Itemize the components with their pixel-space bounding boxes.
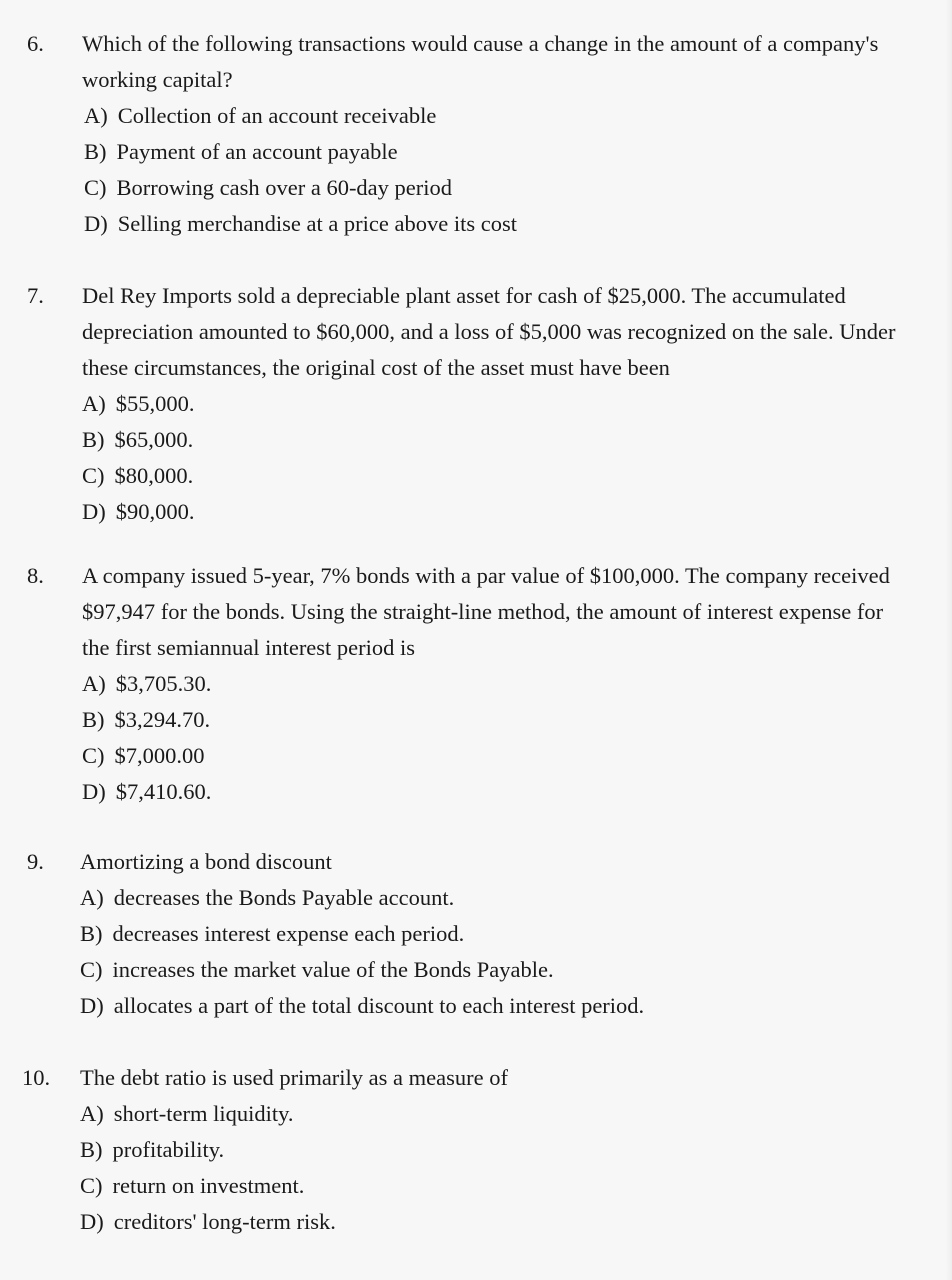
option-letter: C) [80, 1173, 103, 1198]
option-b[interactable] [82, 422, 195, 458]
question-number: 8. [27, 563, 44, 588]
question-text [80, 1060, 952, 1096]
option-b[interactable] [80, 916, 644, 952]
option-text: Borrowing cash over a 60-day period [116, 175, 453, 200]
option-letter: D) [80, 1209, 104, 1234]
answer-options [82, 666, 211, 810]
answer-options [84, 98, 517, 242]
option-a[interactable] [84, 98, 517, 134]
option-d[interactable] [80, 1204, 336, 1240]
option-text: $3,705.30. [115, 671, 212, 696]
option-letter: D) [82, 499, 106, 524]
option-letter: B) [80, 921, 103, 946]
option-letter: C) [84, 175, 107, 200]
option-b[interactable] [82, 702, 211, 738]
option-text: $3,294.70. [114, 707, 211, 732]
question-text-line: working capital? [82, 67, 233, 92]
option-letter: B) [82, 707, 105, 732]
option-letter: A) [82, 391, 106, 416]
option-letter: A) [80, 1101, 104, 1126]
option-text: allocates a part of the total discount to each interest period. [113, 993, 645, 1018]
question-text [82, 26, 952, 98]
option-letter: C) [82, 463, 105, 488]
question-text [80, 844, 952, 880]
option-text: return on investment. [112, 1173, 305, 1198]
question-text-line: $97,947 for the bonds. Using the straight-line method, the amount of interest expense for [82, 599, 884, 624]
option-text: $65,000. [114, 427, 194, 452]
option-letter: B) [82, 427, 105, 452]
question-text-line: these circumstances, the original cost of the asset must have been [82, 355, 670, 380]
question-number: 6. [27, 31, 44, 56]
option-b[interactable] [84, 134, 517, 170]
option-c[interactable] [82, 738, 211, 774]
question-text [82, 558, 952, 666]
option-text: increases the market value of the Bonds Payable. [112, 957, 554, 982]
question-text-line: A company issued 5-year, 7% bonds with a par value of $100,000. The company received [82, 563, 890, 588]
option-b[interactable] [80, 1132, 336, 1168]
question-text-line: Del Rey Imports sold a depreciable plant asset for cash of $25,000. The accumulated [82, 283, 846, 308]
option-letter: D) [82, 779, 106, 804]
question-text-line: depreciation amounted to $60,000, and a loss of $5,000 was recognized on the sale. Under [82, 319, 896, 344]
question-text-line: the first semiannual interest period is [82, 635, 416, 660]
option-a[interactable] [80, 1096, 336, 1132]
option-text: short-term liquidity. [113, 1101, 294, 1126]
option-text: Payment of an account payable [116, 139, 398, 164]
option-text: $55,000. [115, 391, 195, 416]
answer-options [80, 880, 644, 1024]
answer-options [80, 1096, 336, 1240]
option-text: $7,410.60. [115, 779, 212, 804]
option-a[interactable] [80, 880, 644, 916]
answer-options [82, 386, 195, 530]
question-number: 10. [22, 1065, 51, 1090]
option-letter: D) [84, 211, 108, 236]
option-d[interactable] [84, 206, 517, 242]
question-text-line: Which of the following transactions would cause a change in the amount of a company's [82, 31, 879, 56]
option-text: creditors' long-term risk. [113, 1209, 336, 1234]
option-text: $7,000.00 [114, 743, 205, 768]
option-letter: C) [80, 957, 103, 982]
option-text: Collection of an account receivable [117, 103, 437, 128]
option-letter: D) [80, 993, 104, 1018]
option-letter: C) [82, 743, 105, 768]
option-letter: A) [82, 671, 106, 696]
option-letter: A) [80, 885, 104, 910]
option-text: Selling merchandise at a price above its cost [117, 211, 517, 236]
question-number: 9. [27, 849, 44, 874]
question-text [82, 278, 952, 386]
question-text-line: Amortizing a bond discount [80, 849, 332, 874]
option-text: decreases the Bonds Payable account. [113, 885, 455, 910]
option-text: $90,000. [115, 499, 195, 524]
option-d[interactable] [82, 774, 211, 810]
option-c[interactable] [80, 1168, 336, 1204]
option-letter: B) [80, 1137, 103, 1162]
option-c[interactable] [82, 458, 195, 494]
option-text: $80,000. [114, 463, 194, 488]
option-c[interactable] [84, 170, 517, 206]
question-number: 7. [27, 283, 44, 308]
option-a[interactable] [82, 666, 211, 702]
option-text: profitability. [112, 1137, 225, 1162]
option-d[interactable] [80, 988, 644, 1024]
page-edge-shadow [946, 0, 952, 1280]
option-c[interactable] [80, 952, 644, 988]
option-a[interactable] [82, 386, 195, 422]
question-text-line: The debt ratio is used primarily as a measure of [80, 1065, 508, 1090]
option-d[interactable] [82, 494, 195, 530]
option-text: decreases interest expense each period. [112, 921, 465, 946]
option-letter: A) [84, 103, 108, 128]
option-letter: B) [84, 139, 107, 164]
